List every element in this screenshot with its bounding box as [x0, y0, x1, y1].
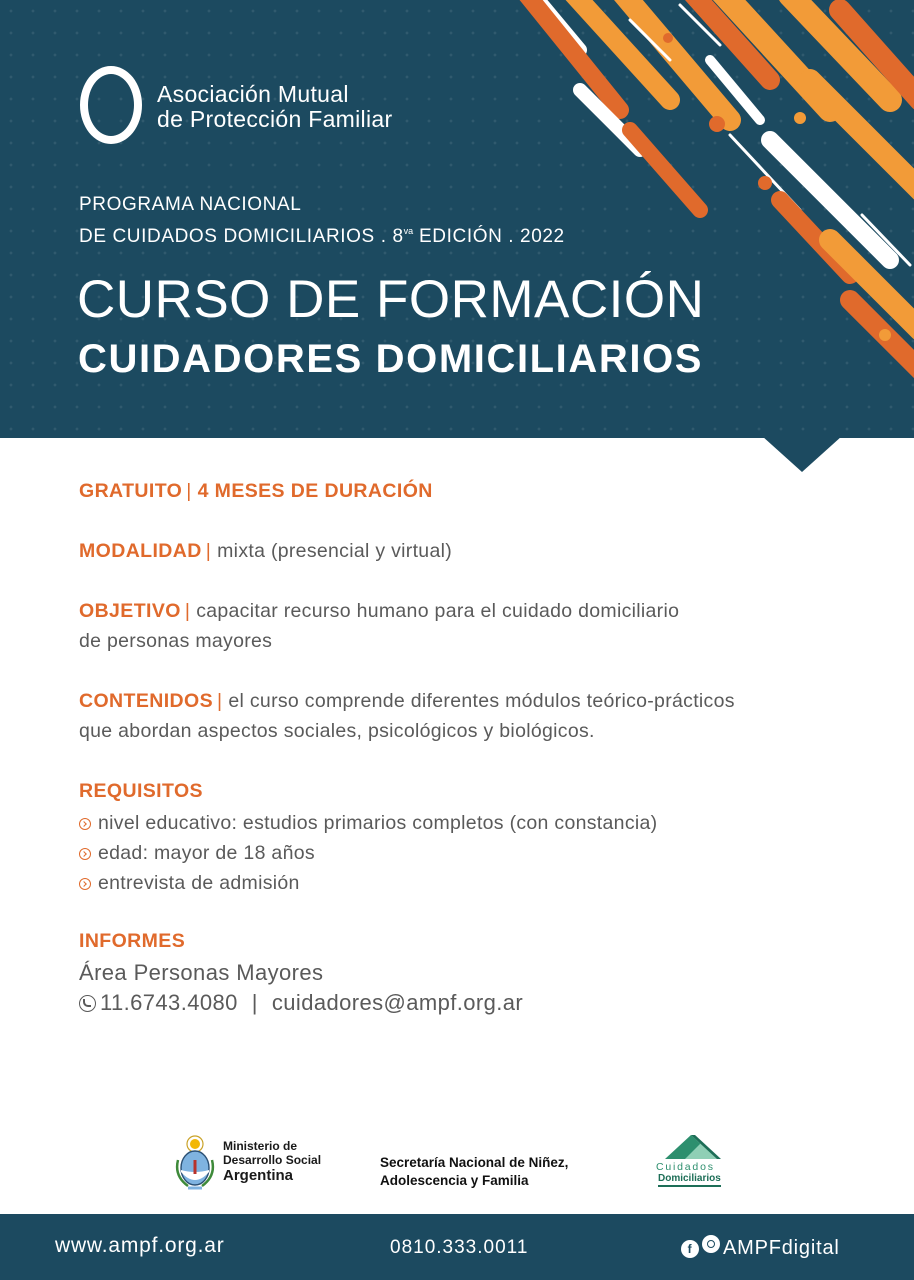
facebook-icon[interactable]: f [681, 1240, 699, 1258]
header-notch [762, 436, 842, 472]
chevron-circle-icon [79, 878, 91, 890]
ministry-line1: Ministerio de [223, 1139, 298, 1153]
organization-name [157, 82, 392, 132]
gratuito-label: GRATUITO [79, 480, 183, 502]
whatsapp-icon [79, 995, 96, 1012]
page-subtitle: CUIDADORES DOMICILIARIOS [78, 337, 704, 381]
secretaria-line2: Adolescencia y Familia [380, 1173, 529, 1188]
objetivo-label: OBJETIVO [79, 600, 181, 622]
argentina-coat-of-arms-icon [174, 1132, 216, 1192]
social-handle[interactable]: AMPFdigital [723, 1237, 840, 1259]
separator: | [205, 540, 212, 562]
list-item [79, 872, 300, 895]
gratuito-row [79, 480, 433, 503]
program-line2-a: DE CUIDADOS DOMICILIARIOS . 8 [79, 226, 404, 247]
separator: | [184, 600, 191, 622]
org-name-line1: Asociación Mutual [157, 81, 349, 107]
chevron-circle-icon [79, 848, 91, 860]
cd-logo-line1: Cuidados [656, 1161, 715, 1173]
informes-area: Área Personas Mayores [79, 960, 324, 985]
ministry-line3: Argentina [223, 1167, 294, 1184]
informes-label: INFORMES [79, 930, 186, 952]
footer-social [681, 1235, 840, 1260]
contenidos-label: CONTENIDOS [79, 690, 214, 712]
program-line1: PROGRAMA NACIONAL [79, 194, 302, 215]
contenidos-value-line1: el curso comprende diferentes módulos teórico-prácticos [228, 690, 735, 712]
footer-phone[interactable]: 0810.333.0011 [390, 1237, 529, 1258]
program-line2-b: EDICIÓN . 2022 [413, 226, 565, 247]
modalidad-value: mixta (presencial y virtual) [217, 540, 453, 562]
contact-row [79, 990, 523, 1016]
chevron-circle-icon [79, 818, 91, 830]
contact-phone[interactable]: 11.6743.4080 [100, 990, 238, 1015]
requisito-item: entrevista de admisión [98, 872, 300, 894]
contenidos-value-line2: que abordan aspectos sociales, psicológicos y biológicos. [79, 720, 595, 742]
program-line2 [79, 218, 565, 250]
secretaria-logo [380, 1154, 568, 1190]
contact-divider: | [251, 990, 258, 1015]
separator: | [186, 480, 192, 502]
objetivo-value-line1: capacitar recurso humano para el cuidado domiciliario [196, 600, 680, 622]
ministry-logo [174, 1130, 334, 1195]
objetivo-value-line2: de personas mayores [79, 630, 273, 652]
instagram-icon[interactable] [702, 1235, 720, 1253]
list-item [79, 842, 315, 865]
program-info [79, 191, 565, 250]
requisitos-label: REQUISITOS [79, 780, 203, 802]
page-title: CURSO DE FORMACIÓN [77, 270, 705, 329]
org-name-line2: de Protección Familiar [157, 106, 393, 132]
requisitos-label-row [79, 780, 203, 803]
footer-bar [0, 1214, 914, 1280]
requisito-item: edad: mayor de 18 años [98, 842, 315, 864]
cd-logo-line2: Domiciliarios [658, 1173, 721, 1187]
header-banner [0, 0, 914, 438]
ministry-line2: Desarrollo Social [223, 1153, 322, 1167]
modalidad-label: MODALIDAD [79, 540, 202, 562]
ampf-logo-icon [80, 66, 142, 144]
program-edition-suffix: va [403, 226, 414, 236]
contact-email[interactable]: cuidadores@ampf.org.ar [271, 990, 524, 1015]
footer-website-link[interactable]: www.ampf.org.ar [55, 1234, 225, 1257]
list-item [79, 812, 657, 835]
informes-label-row [79, 930, 185, 953]
modalidad-row [79, 540, 452, 563]
contenidos-row [79, 690, 735, 713]
separator: | [217, 690, 223, 712]
secretaria-line1: Secretaría Nacional de Niñez, [380, 1155, 569, 1170]
ministry-name [223, 1139, 321, 1184]
duration-value: 4 MESES DE DURACIÓN [197, 480, 433, 502]
objetivo-row [79, 600, 679, 623]
requisito-item: nivel educativo: estudios primarios completos (con constancia) [98, 812, 658, 834]
